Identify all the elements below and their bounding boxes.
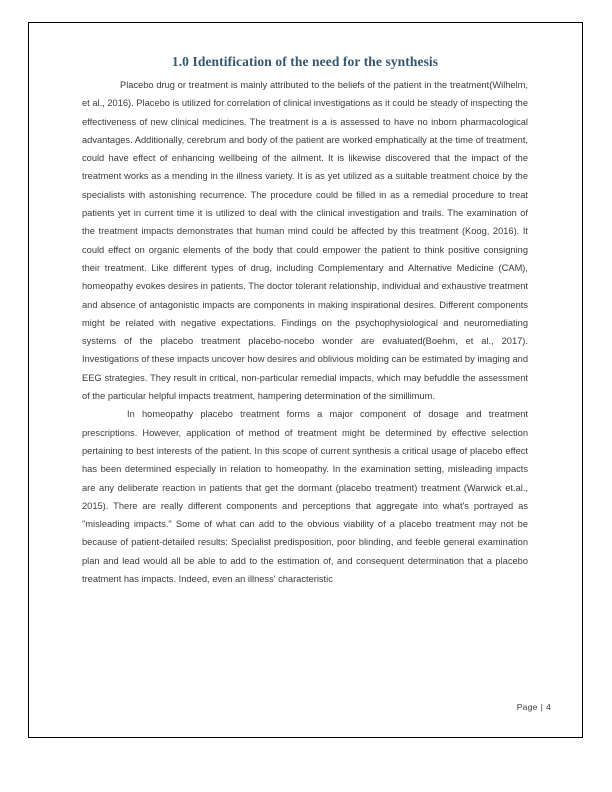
footer-page-label: Page bbox=[516, 702, 538, 712]
document-page bbox=[28, 22, 583, 738]
page-footer bbox=[517, 702, 551, 712]
document-body bbox=[82, 54, 528, 588]
footer-page-number: 4 bbox=[546, 702, 551, 712]
page-title: 1.0 Identification of the need for the synthesis bbox=[171, 54, 439, 69]
body-paragraph-2: In homeopathy placebo treatment forms a major component of dosage and treatment prescriptions. However, application of method of treatment might be determined by effective selection pertaining to best interests of the patient. In this scope of current synthesis a critical usage of placebo effect has been determined especially in relation to homeopathy. In the examination setting, misleading impacts are any deliberate reaction in patients that get the dormant (placebo treatment) treatment (Warwick et.al., 2015). There are really different components and perceptions that aggregate into what's portrayed as "misleading impacts." Some of what can add to the obvious viability of a placebo treatment may not be because of patient-detailed results: Specialist predisposition, poor blinding, and feeble general examination plan and lead would all be able to add to the estimation of, and consequent determination that a placebo treatment has impacts. Indeed, even an illness' characteristic bbox=[82, 409, 528, 585]
footer-separator: | bbox=[540, 702, 544, 712]
body-paragraph-1: Placebo drug or treatment is mainly attributed to the beliefs of the patient in the treatment(Wilhelm, et al., 2016). Placebo is utilized for correlation of clinical investigations as it could be steady of inspecting the effectiveness of new clinical medicines. The treatment is a is assessed to have no inborn pharmacological advantages. Additionally, cerebrum and body of the patient are worked emphatically at the time of treatment, could have effect of enhancing wellbeing of the ailment. It is likewise discovered that the impact of the treatment works as a mending in the illness variety. It is as yet utilized as a suitable treatment choice by the specialists with astonishing recurrence. The procedure could be filled in as a remedial procedure to treat patients yet in current time it is utilized to deal with the clinical investigation and trails. The examination of the treatment impacts demonstrates that human mind could be affected by this treatment (Koog, 2016). It could effect on organic elements of the body that could empower the patient to think positive consigning their treatment. Like different types of drug, including Complementary and Alternative Medicine (CAM), homeopathy evokes desires in patients. The doctor tolerant relationship, individual and exhaustive treatment and absence of antagonistic impacts are components in making inspirational desires. Different components might be related with negative expectations. Findings on the psychophysiological and neuromediating systems of the placebo treatment placebo-nocebo wonder are evaluated(Boehm, et al., 2017). Investigations of these impacts uncover how desires and oblivious molding can be estimated by imaging and EEG strategies. They result in critical, non-particular remedial impacts, which may befuddle the assessment of the particular helpful impacts treatment, hampering determination of the simillimum. bbox=[82, 80, 528, 402]
